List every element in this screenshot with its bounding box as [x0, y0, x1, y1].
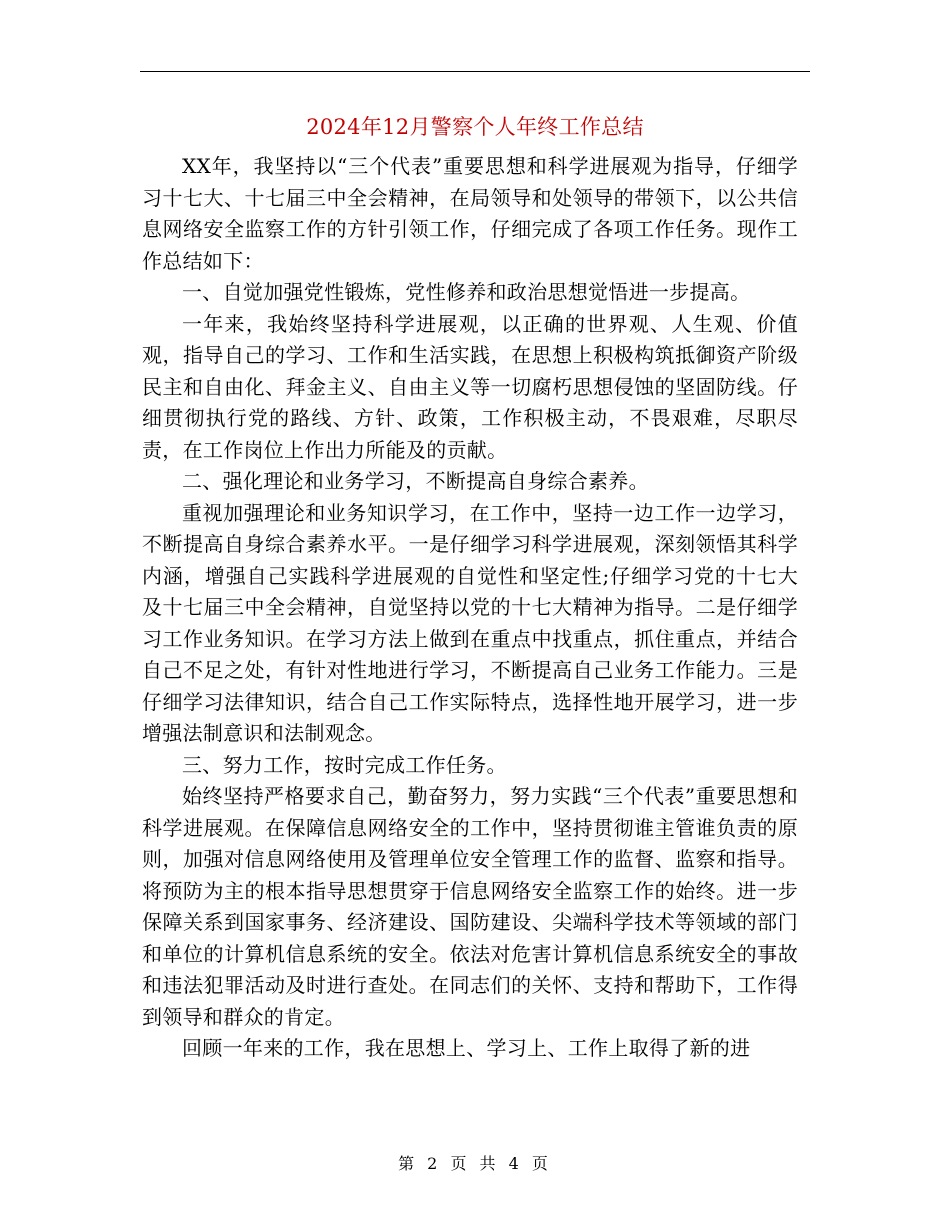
header-rule [140, 71, 810, 72]
section-heading: 二、强化理论和业务学习，不断提高自身综合素养。 [182, 469, 649, 493]
section-heading: 一、自觉加强党性锻炼，党性修养和政治思想觉悟进一步提高。 [182, 280, 751, 304]
body-paragraph: 一年来，我始终坚持科学进展观，以正确的世界观、人生观、价值观，指导自己的学习、工作和生活实践，在思想上积极构筑抵御资产阶级民主和自由化、拜金主义、自由主义等一切腐朽思想侵蚀的坚固防线。仔细贯彻执行党的路线、方针、政策，工作积极主动，不畏艰难，尽职尽责，在工作岗位上作出力所能及的贡献。 [142, 311, 798, 462]
body-paragraph: 回顾一年来的工作，我在思想上、学习上、工作上取得了新的进 [182, 1036, 751, 1060]
body-paragraph: 重视加强理论和业务知识学习，在工作中，坚持一边工作一边学习，不断提高自身综合素养水平。一是仔细学习科学进展观，深刻领悟其科学内涵，增强自己实践科学进展观的自觉性和坚定性;仔细学习党的十七大及十七届三中全会精神，自觉坚持以党的十七大精神为指导。二是仔细学习工作业务知识。在学习方法上做到在重点中找重点，抓住重点，并结合自己不足之处，有针对性地进行学习，不断提高自己业务工作能力。三是仔细学习法律知识，结合自己工作实际特点，选择性地开展学习，进一步增强法制意识和法制观念。 [142, 500, 798, 745]
document-body [142, 151, 798, 1065]
body-paragraph: XX年，我坚持以“三个代表”重要思想和科学进展观为指导，仔细学习十七大、十七届三中全会精神，在局领导和处领导的带领下，以公共信息网络安全监察工作的方针引领工作，仔细完成了各项工作任务。现作工作总结如下： [142, 154, 798, 273]
document-title: 2024年12月警察个人年终工作总结 [306, 115, 644, 139]
body-paragraph: 始终坚持严格要求自己，勤奋努力，努力实践“三个代表”重要思想和科学进展观。在保障信息网络安全的工作中，坚持贯彻谁主管谁负责的原则，加强对信息网络使用及管理单位安全管理工作的监督、监察和指导。将预防为主的根本指导思想贯穿于信息网络安全监察工作的始终。进一步保障关系到国家事务、经济建设、国防建设、尖端科学技术等领域的部门和单位的计算机信息系统的安全。依法对危害计算机信息系统安全的事故和违法犯罪活动及时进行查处。在同志们的关怀、支持和帮助下，工作得到领导和群众的肯定。 [142, 784, 798, 1029]
section-heading: 三、努力工作，按时完成工作任务。 [182, 752, 507, 777]
page-number-footer: 第 2 页 共 4 页 [398, 1154, 552, 1173]
